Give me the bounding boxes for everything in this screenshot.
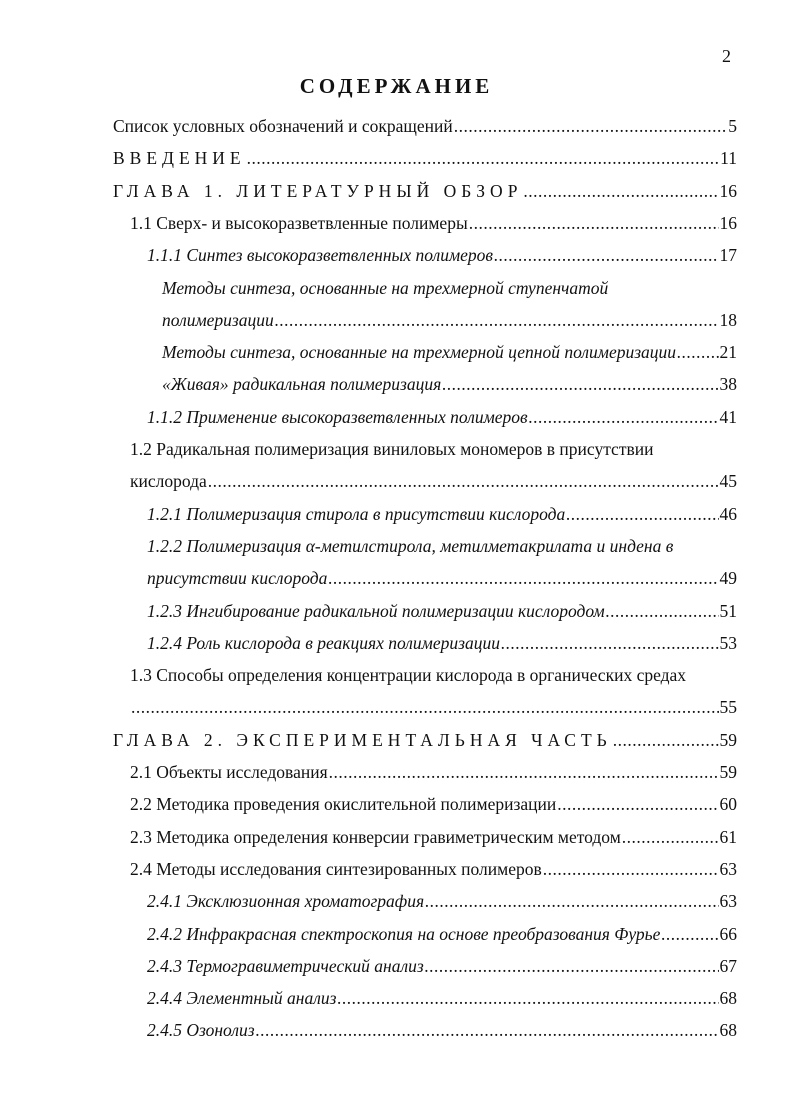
toc-page-number: 53 bbox=[719, 632, 737, 653]
toc-entry[interactable] bbox=[147, 924, 737, 950]
toc-page-number: 17 bbox=[719, 245, 737, 266]
toc-page-number: 63 bbox=[719, 891, 737, 912]
dot-leader bbox=[622, 827, 719, 848]
toc-page-number: 60 bbox=[719, 794, 737, 815]
toc-entry[interactable] bbox=[147, 988, 737, 1014]
page-title: СОДЕРЖАНИЕ bbox=[299, 74, 494, 98]
toc-entry-title: 2.1 Объекты исследования bbox=[130, 762, 328, 782]
toc-entry[interactable] bbox=[113, 148, 737, 174]
toc-entry-title: 2.4.4 Элементный анализ bbox=[147, 988, 337, 1009]
dot-leader bbox=[425, 891, 718, 912]
toc-entry[interactable] bbox=[162, 310, 737, 336]
toc-page-number: 68 bbox=[719, 1020, 737, 1041]
toc-entry-title: «Живая» радикальная полимеризация bbox=[162, 374, 442, 395]
toc-entry[interactable] bbox=[147, 568, 737, 594]
toc-page-number: 67 bbox=[719, 955, 737, 976]
toc-entry-title: 1.2.3 Ингибирование радикальной полимеризации кислородом bbox=[147, 600, 605, 621]
toc-entry[interactable] bbox=[147, 956, 737, 982]
dot-leader bbox=[606, 601, 719, 622]
toc-entry-title: Список условных обозначений и сокращений bbox=[113, 116, 453, 136]
toc-entry[interactable] bbox=[130, 665, 737, 691]
toc-entry[interactable] bbox=[113, 730, 737, 756]
toc-page-number: 59 bbox=[719, 762, 737, 782]
dot-leader bbox=[256, 1020, 719, 1041]
toc-entry[interactable] bbox=[130, 827, 737, 853]
toc-page-number: 63 bbox=[719, 858, 737, 879]
toc-entry[interactable] bbox=[162, 278, 737, 304]
toc-entry[interactable] bbox=[130, 439, 737, 465]
toc-entry[interactable] bbox=[147, 1020, 737, 1046]
dot-leader bbox=[425, 956, 719, 977]
toc-entry-title: Методы синтеза, основанные на трехмерной ступенчатой bbox=[162, 277, 609, 298]
dot-leader bbox=[529, 407, 719, 428]
toc-entry-title: 1.1 Сверх- и высокоразветвленные полимеры bbox=[130, 212, 468, 233]
toc-page-number: 5 bbox=[728, 116, 737, 136]
toc-page-number: 46 bbox=[719, 503, 737, 524]
toc-page-number: 21 bbox=[719, 342, 737, 363]
toc-entry[interactable] bbox=[162, 342, 737, 368]
toc-entry-title: полимеризации bbox=[162, 309, 274, 330]
toc-entry-title: 1.1.1 Синтез высокоразветвленных полимеров bbox=[147, 245, 494, 266]
dot-leader bbox=[661, 924, 718, 945]
toc-page-number: 11 bbox=[720, 148, 737, 169]
toc-entry-title: кислорода bbox=[130, 471, 207, 492]
toc-entry-title: 1.1.2 Применение высокоразветвленных полимеров bbox=[147, 406, 528, 427]
page-number: 2 bbox=[722, 46, 731, 66]
toc-entry-title: 1.2.4 Роль кислорода в реакциях полимеризации bbox=[147, 632, 500, 653]
dot-leader bbox=[469, 213, 719, 234]
toc-page-number: 38 bbox=[719, 374, 737, 395]
toc-entry[interactable] bbox=[130, 859, 737, 885]
dot-leader bbox=[131, 697, 719, 718]
toc-entry[interactable] bbox=[130, 762, 737, 788]
toc-entry-title: 2.3 Методика определения конверсии гравиметрическим методом bbox=[130, 826, 621, 847]
toc-page-number: 66 bbox=[719, 923, 737, 944]
toc-entry-title: ГЛАВА 1. ЛИТЕРАТУРНЫЙ ОБЗОР bbox=[113, 180, 523, 201]
toc-page-number: 61 bbox=[719, 826, 737, 847]
toc-entry-title: 1.2 Радикальная полимеризация виниловых мономеров в присутствии bbox=[130, 439, 654, 459]
toc-page-number: 59 bbox=[719, 729, 737, 750]
toc-page-number: 18 bbox=[719, 309, 737, 330]
dot-leader bbox=[566, 504, 718, 525]
toc-entry[interactable] bbox=[147, 633, 737, 659]
dot-leader bbox=[677, 342, 718, 363]
toc-entry-title: 1.3 Способы определения концентрации кислорода в органических средах bbox=[130, 665, 687, 686]
dot-leader bbox=[613, 730, 719, 751]
toc-entry[interactable] bbox=[113, 116, 737, 142]
dot-leader bbox=[247, 148, 720, 169]
toc-page-number: 45 bbox=[719, 471, 737, 492]
toc-entry[interactable] bbox=[130, 697, 737, 723]
dot-leader bbox=[275, 310, 719, 331]
toc-entry-title: 2.4.1 Эксклюзионная хроматография bbox=[147, 891, 425, 912]
toc-entry-title: Методы синтеза, основанные на трехмерной цепной полимеризации bbox=[162, 342, 677, 363]
toc-page-number: 49 bbox=[719, 568, 737, 589]
toc-entry[interactable] bbox=[113, 181, 737, 207]
toc-entry[interactable] bbox=[147, 891, 737, 917]
dot-leader bbox=[208, 471, 719, 492]
toc-entry[interactable] bbox=[130, 794, 737, 820]
toc-page-number: 16 bbox=[719, 212, 737, 233]
toc-entry[interactable] bbox=[162, 374, 737, 400]
toc-page-number: 51 bbox=[719, 600, 737, 621]
toc-entry-title: 1.2.1 Полимеризация стирола в присутствии кислорода bbox=[147, 503, 566, 524]
toc-entry-title: 2.4.5 Озонолиз bbox=[147, 1020, 255, 1041]
dot-leader bbox=[557, 794, 718, 815]
dot-leader bbox=[337, 988, 718, 1009]
dot-leader bbox=[523, 181, 718, 202]
toc-entry[interactable] bbox=[147, 536, 737, 562]
toc-page-number: 55 bbox=[719, 697, 737, 718]
toc-page-number: 41 bbox=[719, 406, 737, 427]
dot-leader bbox=[494, 245, 718, 266]
toc-entry-title: ГЛАВА 2. ЭКСПЕРИМЕНТАЛЬНАЯ ЧАСТЬ bbox=[113, 729, 612, 750]
toc-entry-title: присутствии кислорода bbox=[147, 568, 328, 589]
toc-entry[interactable] bbox=[147, 504, 737, 530]
dot-leader bbox=[442, 374, 718, 395]
toc-page-number: 16 bbox=[719, 180, 737, 201]
toc-entry-title: 1.2.2 Полимеризация α-метилстирола, метилметакрилата и индена в bbox=[147, 535, 674, 556]
dot-leader bbox=[501, 633, 719, 654]
toc-entry-title: ВВЕДЕНИЕ bbox=[113, 148, 246, 169]
toc-entry[interactable] bbox=[147, 245, 737, 271]
toc-entry[interactable] bbox=[130, 213, 737, 239]
toc-entry-title: 2.2 Методика проведения окислительной полимеризации bbox=[130, 794, 557, 815]
dot-leader bbox=[454, 116, 728, 137]
dot-leader bbox=[329, 762, 719, 783]
toc-entry[interactable] bbox=[147, 601, 737, 627]
dot-leader bbox=[543, 859, 719, 880]
toc-entry-title: 2.4.2 Инфракрасная спектроскопия на основе преобразования Фурье bbox=[147, 923, 661, 944]
toc-entry[interactable] bbox=[130, 471, 737, 497]
toc-page-number: 68 bbox=[719, 988, 737, 1009]
toc-entry[interactable] bbox=[147, 407, 737, 433]
toc-entry-title: 2.4 Методы исследования синтезированных полимеров bbox=[130, 858, 542, 879]
dot-leader bbox=[328, 568, 718, 589]
toc-entry-title: 2.4.3 Термогравиметрический анализ bbox=[147, 955, 424, 976]
